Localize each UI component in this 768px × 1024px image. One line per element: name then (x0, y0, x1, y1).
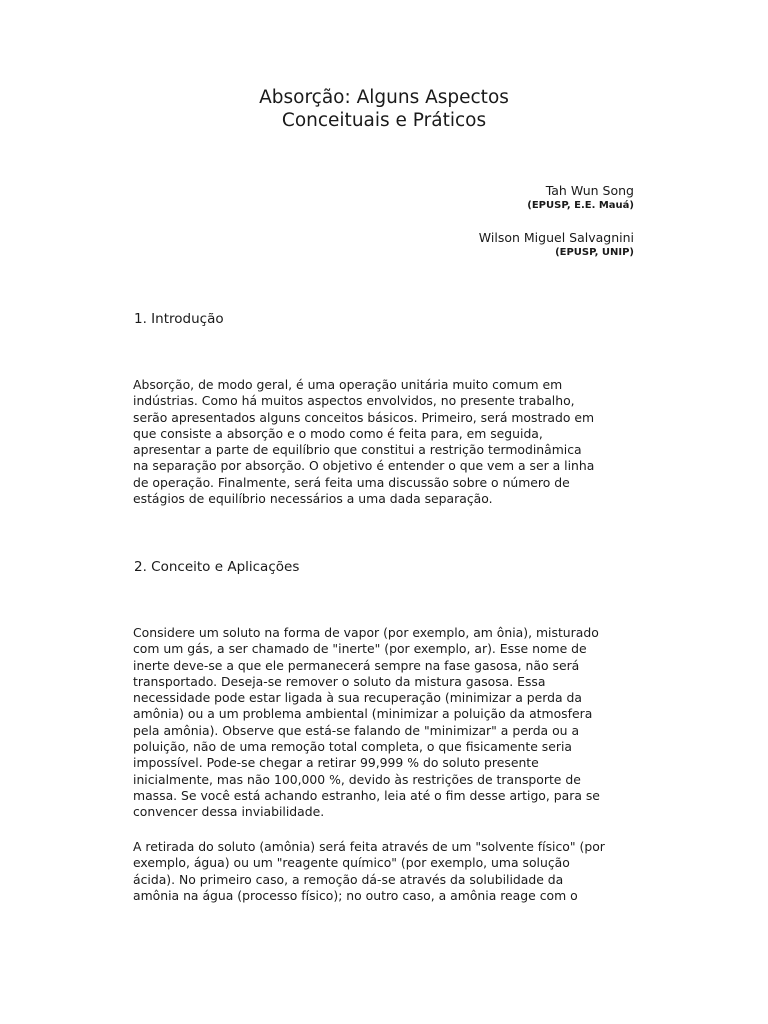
title-line-2: Conceituais e Práticos (281, 110, 487, 131)
author-affiliation: (EPUSP, E.E. Mauá) (527, 200, 634, 211)
title-line-1: Absorção: Alguns Aspectos (259, 87, 509, 108)
author-name: Wilson Miguel Salvagnini (478, 230, 634, 245)
author-name: Tah Wun Song (545, 183, 634, 198)
paragraph-concept-2: A retirada do soluto (amônia) será feita através de um "solvente físico" (por exemplo, água) ou um "reagente químico" (por exemplo, uma solução ácida). No primeiro caso, a remoção dá-se através da solubilidade da amônia na água (processo físico); no outro caso, a amônia reage com o (133, 839, 605, 903)
section-heading-concept: 2. Conceito e Aplicações (134, 559, 300, 575)
author-affiliation: (EPUSP, UNIP) (555, 247, 634, 258)
paragraph-introduction: Absorção, de modo geral, é uma operação unitária muito comum em indústrias. Como há muitos aspectos envolvidos, no presente trabalho, serão apresentados alguns conceitos básicos. Primeiro, será mostrado em que consiste a absorção e o modo como é feita para, em seguida, apresentar a parte de equilíbrio que constitui a restrição termodinâmica na separação por absorção. O objetivo é entender o que vem a ser a linha de operação. Finalmente, será feita uma discussão sobre o número de estágios de equilíbrio necessários a uma dada separação. (133, 377, 595, 507)
section-heading-introduction: 1. Introdução (134, 311, 224, 327)
author-block-1 (527, 183, 634, 213)
document-title (0, 86, 768, 132)
author-block-2 (479, 230, 634, 260)
paragraph-concept-1: Considere um soluto na forma de vapor (por exemplo, am ônia), misturado com um gás, a ser chamado de "inerte" (por exemplo, ar). Esse nome de inerte deve-se a que ele permanecerá sempre na fase gasosa, não será transportado. Deseja-se remover o soluto da mistura gasosa. Essa necessidade pode estar ligada à sua recuperação (minimizar a perda da amônia) ou a um problema ambiental (minimizar a poluição da atmosfera pela amônia). Observe que está-se falando de "minimizar" a perda ou a poluição, não de uma remoção total completa, o que fisicamente seria impossível. Pode-se chegar a retirar 99,999 % do soluto presente inicialmente, mas não 100,000 %, devido às restrições de transporte de massa. Se você está achando estranho, leia até o fim desse artigo, para se convencer dessa inviabilidade. (133, 625, 600, 820)
